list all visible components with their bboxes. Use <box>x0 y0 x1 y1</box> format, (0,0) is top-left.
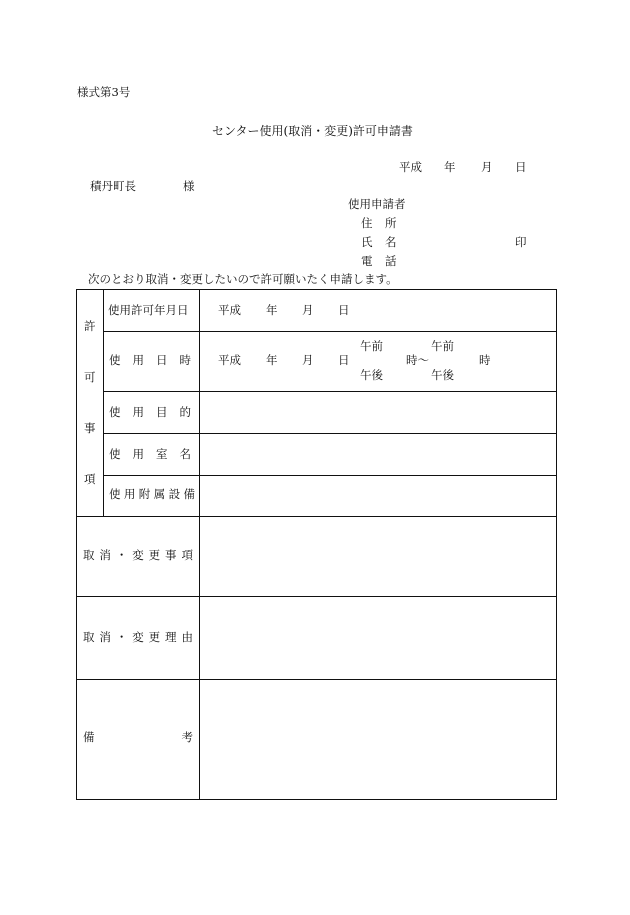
address-label-2: 所 <box>385 216 397 230</box>
room-label: 使 用 室 名 <box>109 447 191 461</box>
addressee-name: 積丹町長 <box>90 179 136 193</box>
seal-mark: 印 <box>515 235 527 249</box>
phone-label-1: 電 <box>361 254 373 268</box>
address-label-1: 住 <box>361 216 373 230</box>
applicant-heading: 使用申請者 <box>348 197 406 211</box>
application-form-table <box>76 289 557 800</box>
permit-label-char: 項 <box>84 472 96 486</box>
date-year: 年 <box>444 160 456 174</box>
intro-text: 次のとおり取消・変更したいので許可願いたく申請します。 <box>88 272 398 286</box>
purpose-label: 使 用 目 的 <box>109 405 191 419</box>
addressee-honorific: 様 <box>183 179 195 193</box>
name-label-1: 氏 <box>361 235 373 249</box>
name-label-2: 名 <box>385 235 397 249</box>
permit-date-month: 月 <box>302 303 314 317</box>
end-am-option[interactable]: 午前 <box>431 339 454 353</box>
end-pm-option[interactable]: 午後 <box>431 368 454 382</box>
remarks-label: 備 考 <box>83 730 193 744</box>
permit-date-era: 平成 <box>218 303 241 317</box>
start-hour-suffix: 時〜 <box>406 353 429 367</box>
start-am-option[interactable]: 午前 <box>360 339 383 353</box>
permit-label-char: 許 <box>84 319 96 333</box>
permit-date-label: 使用許可年月日 <box>108 303 189 317</box>
start-pm-option[interactable]: 午後 <box>360 368 383 382</box>
purpose-field[interactable] <box>200 392 556 433</box>
cancel-change-reason-field[interactable] <box>200 597 556 679</box>
use-date-day: 日 <box>338 353 350 367</box>
equipment-label: 使 用 附 属 設 備 <box>109 487 195 501</box>
end-hour-suffix: 時 <box>479 353 491 367</box>
cancel-change-reason-label: 取 消 ・ 変 更 理 由 <box>83 630 193 644</box>
document-title: センター使用(取消・変更)許可申請書 <box>212 124 413 138</box>
equipment-field[interactable] <box>200 476 556 516</box>
permit-label-char: 事 <box>84 421 96 435</box>
cancel-change-items-field[interactable] <box>200 517 556 596</box>
phone-label-2: 話 <box>385 254 397 268</box>
date-day: 日 <box>515 160 527 174</box>
remarks-field[interactable] <box>200 680 556 799</box>
permit-label-char: 可 <box>84 370 96 384</box>
form-number: 様式第3号 <box>77 85 131 99</box>
permit-date-day: 日 <box>338 303 350 317</box>
use-date-year: 年 <box>266 353 278 367</box>
date-era: 平成 <box>399 160 422 174</box>
permit-date-year: 年 <box>266 303 278 317</box>
room-field[interactable] <box>200 434 556 475</box>
use-date-month: 月 <box>302 353 314 367</box>
use-datetime-label: 使 用 日 時 <box>109 353 191 367</box>
date-month: 月 <box>481 160 493 174</box>
cancel-change-items-label: 取 消 ・ 変 更 事 項 <box>83 548 193 562</box>
use-date-era: 平成 <box>218 353 241 367</box>
